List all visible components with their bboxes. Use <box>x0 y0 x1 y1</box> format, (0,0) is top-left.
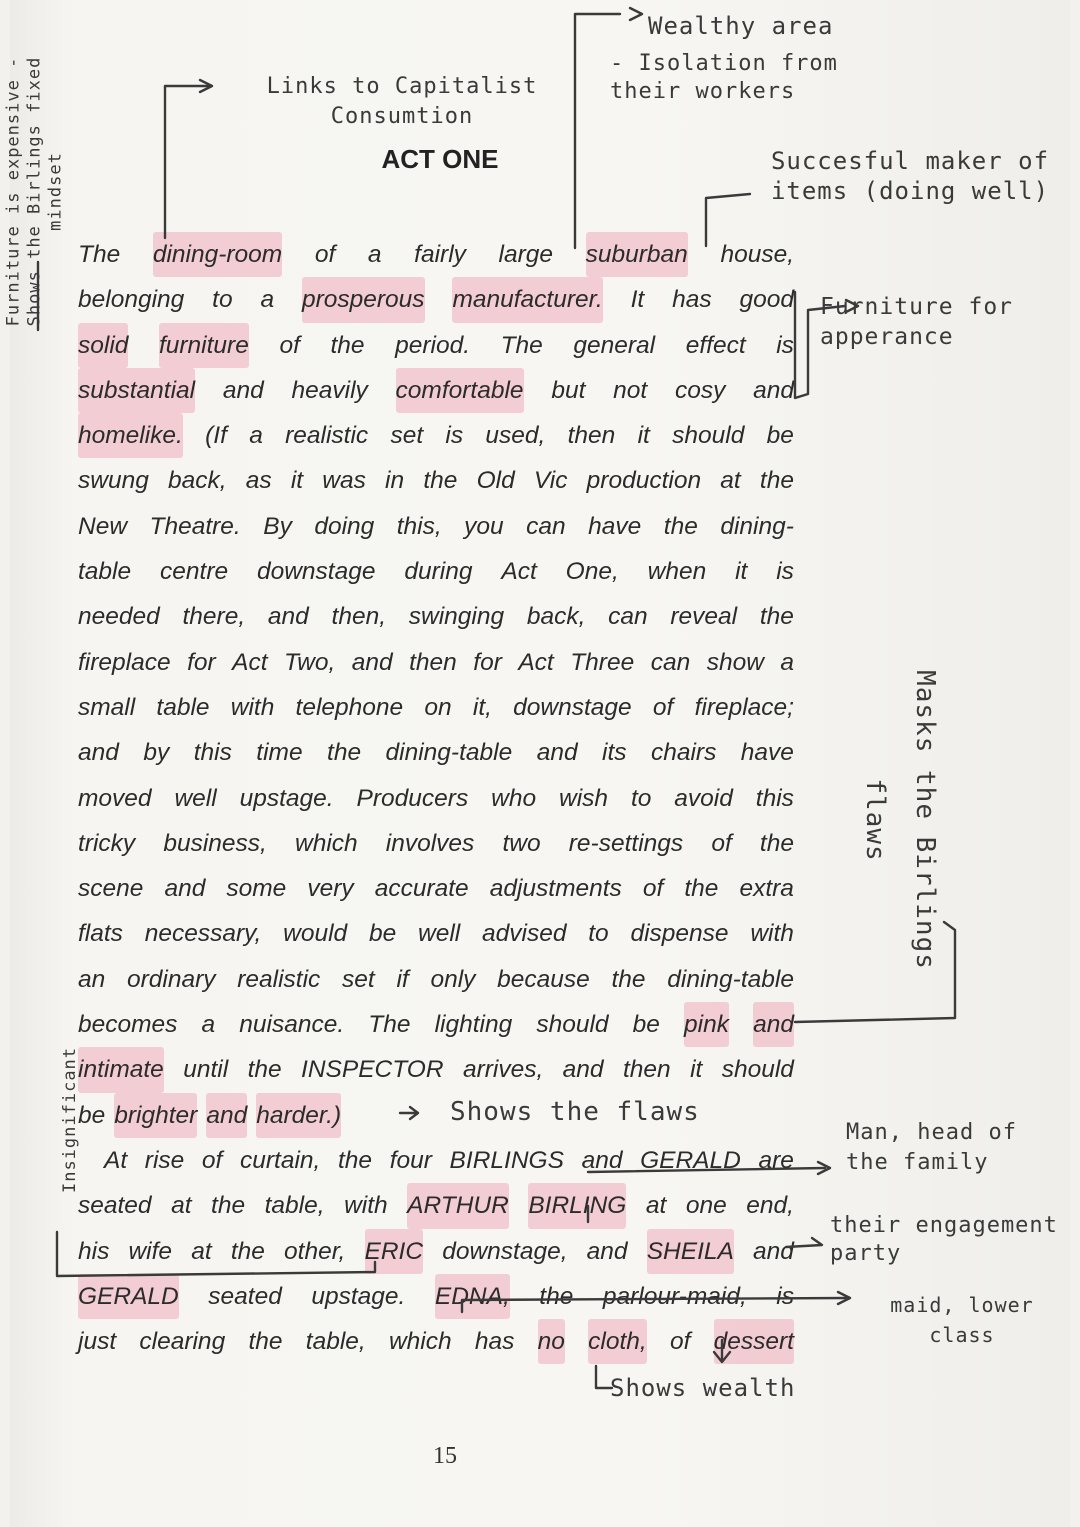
note-isolation: - Isolation from their workers <box>610 51 838 104</box>
word: clearing <box>139 1328 226 1356</box>
word: this <box>755 784 794 812</box>
word: fairly <box>414 241 466 268</box>
act-heading: ACT ONE <box>381 144 499 174</box>
word: the <box>248 1328 283 1356</box>
word: dining-table <box>667 965 794 993</box>
word: dispense <box>630 920 729 948</box>
note-successful-maker: Succesful maker of items (doing well) <box>770 147 1050 205</box>
word: only <box>430 965 476 993</box>
word: swung <box>78 467 149 495</box>
word: there, <box>182 603 246 631</box>
word: The <box>500 331 543 359</box>
word: scene <box>78 875 144 903</box>
word: be <box>766 422 794 450</box>
word: (If <box>205 422 227 450</box>
word: a <box>780 648 794 676</box>
word: Two, <box>284 648 336 676</box>
word: By <box>263 512 292 540</box>
word: the <box>211 1192 246 1220</box>
word: of <box>642 875 664 903</box>
word: seated <box>208 1282 282 1310</box>
note-masks: Masks the Birlings flaws <box>860 670 940 970</box>
word: ordinary <box>127 965 216 993</box>
word: dining- <box>720 512 794 540</box>
word: needed <box>78 603 160 631</box>
word: It <box>630 286 645 314</box>
word: of <box>711 829 732 857</box>
word: wish <box>559 784 609 812</box>
word: with <box>750 920 794 948</box>
text-line <box>78 368 794 413</box>
word: at <box>191 1237 212 1265</box>
word: back, <box>526 603 586 631</box>
word: of <box>669 1328 691 1356</box>
word: but <box>551 376 586 404</box>
word: table, <box>305 1328 366 1356</box>
word: GERALD <box>78 1274 179 1319</box>
word: its <box>602 739 627 767</box>
word: New <box>78 512 128 540</box>
word: dining-room <box>153 232 282 277</box>
word: advised <box>482 920 567 948</box>
word: when <box>647 558 707 586</box>
word: who <box>491 784 537 812</box>
word: his <box>78 1237 110 1265</box>
word: can <box>650 648 691 676</box>
word: should <box>672 422 745 450</box>
word: end, <box>746 1192 794 1220</box>
word: dessert <box>714 1319 794 1364</box>
word: belonging <box>78 286 185 314</box>
word: ARTHUR <box>407 1183 509 1228</box>
word: furniture <box>159 323 249 368</box>
word: and <box>536 739 578 767</box>
word: and <box>206 1093 247 1138</box>
word: cloth, <box>588 1319 647 1364</box>
text-line <box>78 323 794 368</box>
word: should <box>721 1056 794 1084</box>
word: well <box>418 920 461 948</box>
word: intimate <box>78 1047 164 1092</box>
word: have <box>588 512 642 540</box>
word: the <box>759 603 794 631</box>
word: lighting <box>434 1011 513 1039</box>
note-insignificant: Insignificant <box>60 1046 80 1194</box>
word: the <box>759 829 794 857</box>
word: is <box>776 1282 794 1310</box>
word: the <box>230 1237 265 1265</box>
text-line <box>78 866 794 911</box>
word: has <box>672 286 712 314</box>
word: a <box>367 241 382 268</box>
word: comfortable <box>396 368 524 413</box>
word: back, <box>168 467 227 495</box>
word: SHEILA <box>647 1229 734 1274</box>
word: Producers <box>356 784 469 812</box>
word: and <box>753 376 794 404</box>
word: arrives, <box>462 1056 544 1084</box>
word: two <box>502 829 541 857</box>
word: ERIC <box>365 1229 424 1274</box>
word: to <box>212 286 233 314</box>
text-line <box>78 640 794 685</box>
word: for <box>473 648 502 676</box>
word: curtain, <box>240 1146 321 1174</box>
word: rise <box>144 1146 185 1174</box>
word: chairs <box>650 739 717 767</box>
word: reveal <box>670 603 738 631</box>
word: can <box>526 512 566 540</box>
word: it, <box>472 693 492 721</box>
word: should <box>536 1011 609 1039</box>
word: have <box>740 739 794 767</box>
word: of <box>279 331 300 359</box>
word: GERALD <box>640 1146 741 1174</box>
word: Act <box>232 648 268 676</box>
word: moved <box>78 784 152 812</box>
word: you <box>464 512 504 540</box>
word: house, <box>720 241 794 268</box>
word: telephone <box>295 693 404 721</box>
word: it <box>290 467 304 495</box>
word: which <box>295 829 358 857</box>
word: the <box>759 467 794 495</box>
word: large <box>498 241 554 268</box>
word: it <box>735 558 748 586</box>
word: is <box>776 558 794 586</box>
word: show <box>706 648 764 676</box>
word: is <box>445 422 464 450</box>
word: would <box>283 920 348 948</box>
word: adjustments <box>489 875 622 903</box>
note-furniture: Furniture for apperance <box>820 294 1014 350</box>
word: of <box>201 1146 223 1174</box>
word: Three <box>570 648 635 676</box>
word: suburban <box>586 232 688 277</box>
word: upstage. <box>311 1282 406 1310</box>
word: heavily <box>291 376 368 404</box>
word: doing <box>314 512 375 540</box>
word: then <box>409 648 457 676</box>
note-shows-flaws: Shows the flaws <box>450 1097 700 1127</box>
word: and <box>267 603 309 631</box>
word: the <box>539 1282 574 1310</box>
word: and <box>753 1002 794 1047</box>
word: time <box>256 739 303 767</box>
word: Old <box>476 467 515 495</box>
word: and <box>351 648 393 676</box>
word: was <box>322 467 366 495</box>
word: at <box>171 1192 192 1220</box>
word: to <box>630 784 652 812</box>
word: in <box>385 467 405 495</box>
word: effect <box>685 331 746 359</box>
word: by <box>143 739 170 767</box>
word: cosy <box>674 376 726 404</box>
note-wealth: Shows wealth <box>610 1374 796 1402</box>
word: nuisance. <box>239 1011 345 1039</box>
text-line <box>78 232 794 277</box>
word: which <box>388 1328 452 1356</box>
word: business, <box>163 829 267 857</box>
word: with <box>344 1192 388 1220</box>
text-line <box>78 1229 794 1274</box>
text-line <box>78 821 794 866</box>
word: as <box>245 467 272 495</box>
word: wife <box>128 1237 173 1265</box>
word: parlour-maid, <box>602 1282 747 1310</box>
word: be <box>632 1011 660 1039</box>
word: and <box>164 875 206 903</box>
text-line <box>78 277 794 322</box>
text-line <box>78 911 794 956</box>
word: re-settings <box>568 829 684 857</box>
word: Act <box>518 648 554 676</box>
word: then <box>567 422 616 450</box>
word: the <box>330 331 365 359</box>
text-line <box>78 458 794 503</box>
note-head-of-family: Man, head of the family <box>846 1120 1017 1175</box>
text-line <box>78 1002 794 1047</box>
word: set <box>390 422 424 450</box>
word: table <box>156 693 210 721</box>
word: is <box>776 331 794 359</box>
word: other, <box>284 1237 346 1265</box>
text-line <box>78 957 794 1002</box>
word: and <box>78 739 119 767</box>
word: realistic <box>285 422 369 450</box>
word: used, <box>485 422 546 450</box>
word: if <box>396 965 409 993</box>
word: no <box>538 1319 565 1364</box>
word: has <box>474 1328 515 1356</box>
text-line <box>78 1047 794 1092</box>
note-maid: maid, lower class <box>890 1293 1034 1347</box>
note-links: Links to Capitalist Consumtion <box>266 74 538 129</box>
word: one <box>685 1192 727 1220</box>
word: dining-table <box>385 739 513 767</box>
stage-directions <box>78 232 794 1364</box>
word: and <box>586 1237 628 1265</box>
word: are <box>758 1146 794 1174</box>
word: then <box>622 1056 671 1084</box>
word: and <box>562 1056 604 1084</box>
word: substantial <box>78 368 195 413</box>
word: upstage. <box>239 784 334 812</box>
word: set <box>342 965 375 993</box>
word: for <box>187 648 216 676</box>
word: solid <box>78 323 128 368</box>
text-line <box>78 1138 794 1183</box>
word: because <box>497 965 590 993</box>
word: small <box>78 693 136 721</box>
word: table <box>78 558 132 586</box>
text-line <box>78 730 794 775</box>
text-line <box>78 549 794 594</box>
word: a <box>260 286 275 314</box>
word: downstage <box>256 558 376 586</box>
word: it <box>637 422 650 450</box>
word: downstage <box>513 693 632 721</box>
note-left-margin: Furniture is expensive - Shows the Birlings fixed mindset <box>3 56 66 327</box>
word: be <box>368 920 397 948</box>
word: and <box>753 1237 794 1265</box>
word: this <box>193 739 232 767</box>
word: involves <box>385 829 475 857</box>
word: homelike. <box>78 413 183 458</box>
word: to <box>588 920 609 948</box>
text-line <box>78 685 794 730</box>
word: The <box>368 1011 411 1039</box>
word: the <box>684 875 719 903</box>
word: of <box>314 241 336 268</box>
word: the <box>423 467 458 495</box>
word: realistic <box>237 965 321 993</box>
word: fireplace; <box>694 693 794 721</box>
word: at <box>720 467 741 495</box>
word: centre <box>160 558 229 586</box>
word: brighter <box>114 1093 197 1138</box>
word: four <box>389 1146 432 1174</box>
word: At <box>104 1146 128 1174</box>
word: EDNA, <box>435 1274 510 1319</box>
word: pink <box>684 1002 729 1047</box>
word: prosperous <box>302 277 425 322</box>
word: at <box>645 1192 667 1220</box>
word: period. <box>395 331 471 359</box>
word: accurate <box>374 875 469 903</box>
word: harder.) <box>256 1093 341 1138</box>
word: tricky <box>78 829 136 857</box>
word: then, <box>331 603 387 631</box>
word: Act <box>501 558 537 586</box>
word: some <box>226 875 287 903</box>
word: during <box>404 558 473 586</box>
word: until <box>183 1056 229 1084</box>
word: swinging <box>408 603 505 631</box>
text-line <box>78 1274 794 1319</box>
word: just <box>78 1328 117 1356</box>
word: can <box>608 603 648 631</box>
word: the <box>337 1146 373 1174</box>
word: a <box>249 422 263 450</box>
word: not <box>613 376 648 404</box>
word: and <box>222 376 264 404</box>
word: the <box>247 1056 282 1084</box>
text-line <box>78 594 794 639</box>
word: becomes <box>78 1011 178 1039</box>
word: it <box>690 1056 703 1084</box>
word: One, <box>565 558 619 586</box>
word: fireplace <box>78 648 171 676</box>
note-wealthy-area: Wealthy area <box>648 12 834 40</box>
word: necessary, <box>144 920 262 948</box>
word: a <box>201 1011 216 1039</box>
word: extra <box>739 875 794 903</box>
note-engagement: their engagement party <box>830 1213 1058 1266</box>
word: Vic <box>533 467 568 495</box>
word: and <box>581 1146 623 1174</box>
word: INSPECTOR <box>301 1056 444 1084</box>
word: manufacturer. <box>452 277 602 322</box>
word: the <box>663 512 698 540</box>
word: general <box>573 331 656 359</box>
word: the <box>611 965 646 993</box>
word: well <box>174 784 217 812</box>
word: The <box>78 241 121 268</box>
word: production <box>586 467 702 495</box>
word: table, <box>264 1192 325 1220</box>
text-line <box>78 1319 794 1364</box>
text-line <box>78 1183 794 1228</box>
word: avoid <box>674 784 733 812</box>
word: this, <box>396 512 442 540</box>
word: Theatre. <box>149 512 241 540</box>
word: on <box>424 693 452 721</box>
text-line <box>78 413 794 458</box>
word: the <box>327 739 362 767</box>
word: be <box>78 1101 106 1129</box>
text-line <box>78 504 794 549</box>
word: BIRLING <box>528 1183 626 1228</box>
word: of <box>652 693 674 721</box>
word: very <box>307 875 354 903</box>
word: an <box>78 965 106 993</box>
word: flats <box>78 920 123 948</box>
word: seated <box>78 1192 152 1220</box>
word: good <box>739 286 794 314</box>
page-number: 15 <box>433 1443 457 1469</box>
word: with <box>230 693 275 721</box>
text-line <box>78 776 794 821</box>
word: BIRLINGS <box>449 1146 564 1174</box>
word: downstage, <box>442 1237 568 1265</box>
